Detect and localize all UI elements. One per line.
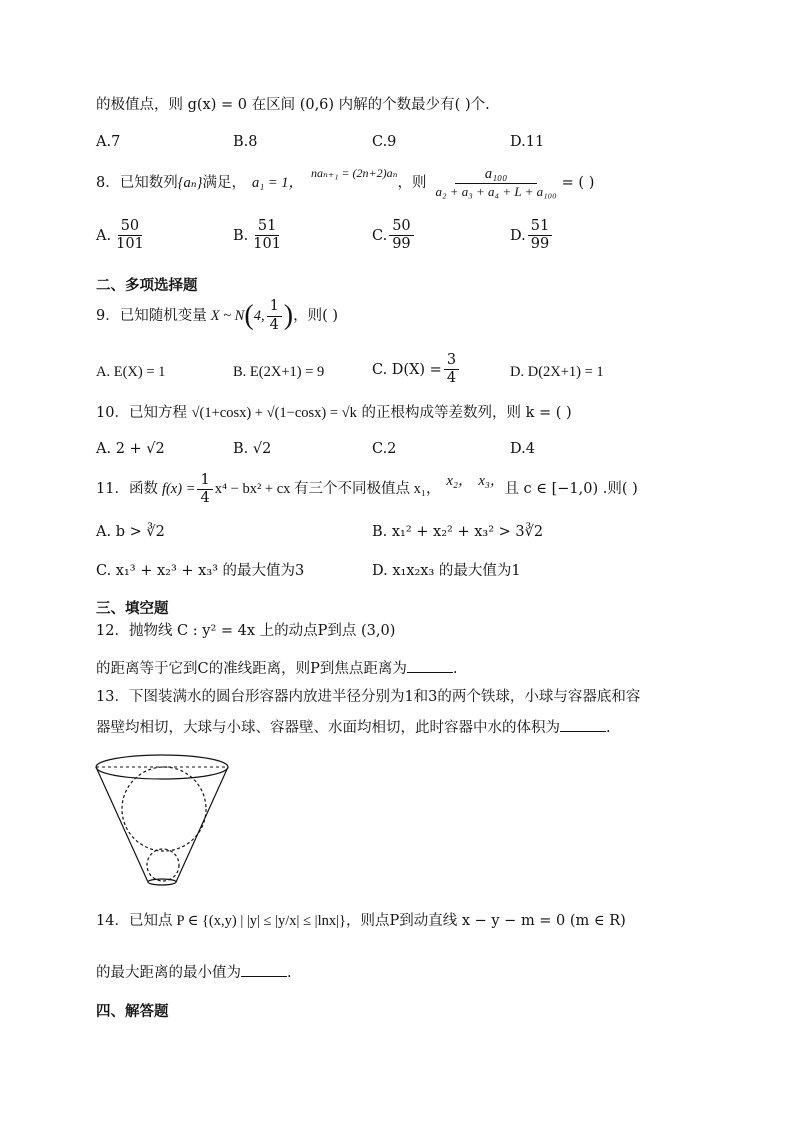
- q8-option-c-num: 50: [389, 218, 413, 236]
- q9-option-d: D. D(2X+1) = 1: [510, 364, 604, 380]
- q9-option-c-den: 4: [446, 370, 457, 387]
- q13-frustum-figure: [92, 752, 232, 892]
- q9-option-a: A. E(X) = 1: [96, 364, 166, 380]
- q8-option-c-den: 99: [392, 236, 411, 253]
- q13-line2: [96, 719, 611, 738]
- q12-line1: 12．抛物线 C : y² = 4x 上的动点P到点 (3,0): [96, 623, 396, 639]
- q11-function: f(x) =: [161, 481, 196, 498]
- q8-fraction: [432, 166, 559, 200]
- q13-line2-text: 器壁均相切，大球与小球、容器壁、水面均相切，此时容器中水的体积为: [96, 720, 560, 736]
- q11-option-d: D. x₁x₂x₃ 的最大值为1: [372, 563, 521, 579]
- q9-option-c-num: 3: [444, 352, 459, 370]
- q14-stem: [96, 912, 626, 931]
- q8-tail: = ( ): [561, 174, 595, 191]
- q8-a1: a₁ = 1，: [251, 174, 304, 191]
- q7-option-d: D.11: [510, 134, 545, 150]
- q11-x2: x₂，: [446, 473, 473, 490]
- section-heading-multiple-choice: 二、多项选择题: [96, 278, 198, 294]
- frustum-bottom-ellipse: [148, 879, 176, 885]
- q8-option-d-den: 99: [530, 236, 550, 253]
- q8-fraction-den: a₂ + a₃ + a₄ + L + a₁₀₀: [435, 184, 557, 200]
- q8-option-c-label: C.: [372, 227, 388, 244]
- q12-end: .: [452, 661, 458, 677]
- q8-option-b-num: 51: [255, 218, 279, 236]
- q8-option-b-den: 101: [253, 236, 281, 253]
- frustum-left-side: [96, 767, 148, 882]
- q11-coef-num: 1: [197, 472, 212, 490]
- q7-option-a: A.7: [96, 134, 121, 150]
- q11-pre: 11．函数: [96, 481, 158, 498]
- q8-option-d-num: 51: [528, 218, 552, 236]
- q11-stem: [96, 472, 638, 508]
- q11-x3: x₃，: [478, 473, 505, 490]
- q8-option-a-den: 101: [116, 236, 144, 253]
- q10-post: 的正根构成等差数列，则 k = ( ): [361, 405, 572, 421]
- q13-answer-blank[interactable]: [560, 719, 606, 732]
- q7-option-c: C.9: [372, 134, 397, 150]
- q10-option-d: D.4: [510, 441, 535, 457]
- q9-var-den: 4: [269, 316, 279, 333]
- q8-option-d-label: D.: [510, 227, 526, 244]
- q10-option-b: B. √2: [233, 441, 272, 457]
- q9-right-paren: ): [283, 300, 294, 331]
- q9-option-b: B. E(2X+1) = 9: [233, 364, 325, 380]
- q11-rest: x⁴ − bx² + cx 有三个不同极值点 x₁，: [214, 481, 441, 498]
- small-sphere: [147, 849, 179, 881]
- q9-option-c: [372, 352, 461, 388]
- q10-stem: [96, 404, 572, 423]
- q8-sequence: {aₙ}: [177, 174, 203, 191]
- q8-number: 8．已知数列: [96, 174, 178, 191]
- q13-line1: 13．下图装满水的圆台形容器内放进半径分别为1和3的两个铁球，小球与容器底和容: [96, 689, 641, 705]
- q12-line2-text: 的距离等于它到C的准线距离，则P到焦点距离为: [96, 661, 407, 677]
- q14-answer-blank[interactable]: [241, 964, 287, 977]
- q9-stem: [96, 298, 338, 334]
- q14-end: .: [287, 965, 292, 981]
- q8-option-d: [510, 218, 554, 254]
- q8-option-a-num: 50: [118, 218, 142, 236]
- q14-pre: 14．已知点: [96, 913, 173, 929]
- q11-option-b: B. x₁² + x₂² + x₃² > 3∛2: [372, 524, 544, 540]
- q14-line2: [96, 964, 292, 983]
- q8-option-a: [96, 218, 149, 254]
- q11-tail: 且 c ∈ [−1,0) .则( ): [504, 481, 638, 498]
- q8-fraction-num: a₁₀₀: [455, 166, 537, 184]
- q9-option-c-text: C. D(X) =: [372, 361, 442, 378]
- q13-end: .: [606, 720, 611, 736]
- q7-option-b: B.8: [233, 134, 258, 150]
- q9-var-num: 1: [267, 298, 282, 316]
- q8-option-b-label: B.: [233, 227, 249, 244]
- section-heading-fill-in: 三、填空题: [96, 601, 169, 617]
- q14-line2-text: 的最大距离的最小值为: [96, 965, 241, 981]
- q11-coef-den: 4: [200, 490, 210, 507]
- q11-option-a: A. b > ∛2: [96, 524, 165, 540]
- large-sphere: [122, 767, 206, 851]
- q10-equation: √(1+cosx) + √(1−cosx) = √k: [191, 405, 357, 421]
- q8-stem: [96, 166, 594, 200]
- q9-pre: 9．已知随机变量: [96, 307, 207, 324]
- q7-stem: 的极值点，则 g(x) = 0 在区间 (0,6) 内解的个数最少有( )个.: [96, 97, 490, 113]
- q8-then: ，则: [397, 174, 427, 191]
- q9-post: ，则( ): [293, 307, 339, 324]
- q10-option-a: A. 2 + √2: [96, 441, 165, 457]
- frustum-right-side: [176, 767, 228, 882]
- q14-set: P ∈ {(x,y) | |y| ≤ |y/x| ≤ |lnx|}: [176, 913, 346, 929]
- q8-option-b: [233, 218, 286, 254]
- q12-answer-blank[interactable]: [407, 660, 453, 673]
- q8-option-a-label: A.: [96, 227, 112, 244]
- q14-post: ，则点P到动直线 x − y − m = 0 (m ∈ R): [345, 913, 626, 929]
- q9-left-paren: (: [244, 300, 254, 331]
- q12-line2: [96, 660, 457, 679]
- q11-option-c: C. x₁³ + x₂³ + x₃³ 的最大值为3: [96, 563, 305, 579]
- section-heading-solutions: 四、解答题: [96, 1004, 169, 1020]
- q8-recurrence: naₙ₊₁ = (2n+2)aₙ: [311, 166, 398, 181]
- q8-cond: 满足，: [202, 174, 246, 191]
- q9-distribution: X ~ N: [210, 307, 245, 324]
- q9-mean: 4,: [253, 307, 265, 324]
- q8-option-c: [372, 218, 416, 254]
- q10-option-c: C.2: [372, 441, 397, 457]
- q10-pre: 10．已知方程: [96, 405, 187, 421]
